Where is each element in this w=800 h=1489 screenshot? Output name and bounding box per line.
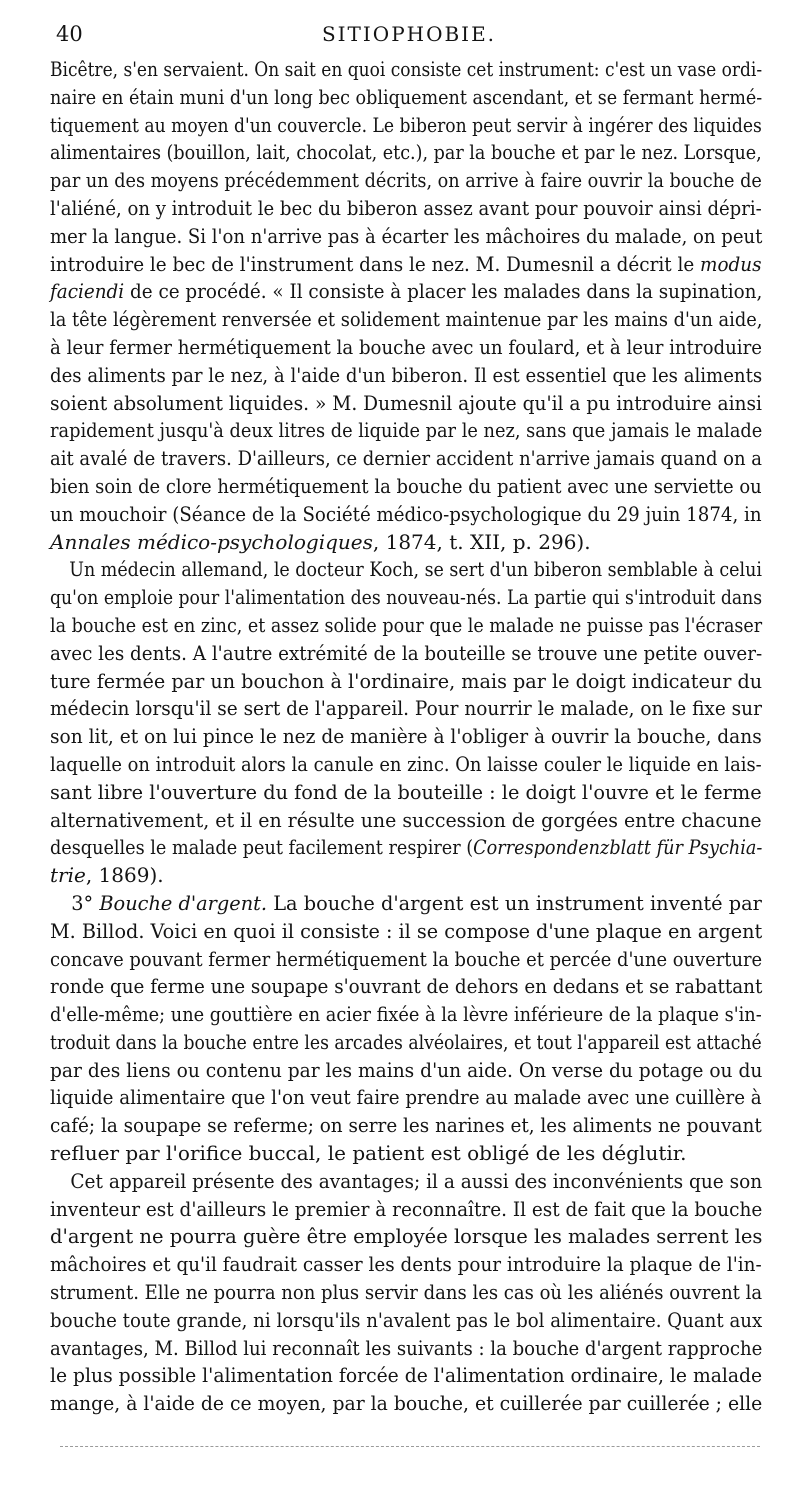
text-line: des aliments par le nez, à l'aide d'un biberon. Il est essentiel que les aliments bbox=[50, 362, 763, 387]
footer-rule bbox=[60, 1446, 760, 1447]
text-line: ronde que ferme une soupape s'ouvrant de dehors en dedans et se rabattant bbox=[50, 974, 763, 999]
running-title: SITIOPHOBIE. bbox=[321, 22, 497, 46]
text-line: Un médecin allemand, le docteur Koch, se sert d'un biberon semblable à celui bbox=[69, 557, 762, 582]
text-line: bien soin de clore hermétiquement la bouche du patient avec une serviette ou bbox=[50, 473, 762, 498]
text-line: café; la soupape se referme; on serre les narines et, les aliments ne pouvant bbox=[50, 1113, 762, 1138]
text-line: la tête légèrement renversée et solidement maintenue par les mains d'un aide, bbox=[50, 307, 763, 332]
text-line: qu'on emploie pour l'alimentation des nouveau-nés. La partie qui s'introduit dans bbox=[50, 585, 763, 610]
text-line: le plus possible l'alimentation forcée de l'alimentation ordinaire, le malade bbox=[50, 1363, 763, 1388]
text-line: 3° Bouche d'argent. La bouche d'argent est un instrument inventé par bbox=[71, 890, 762, 915]
text-line: d'argent ne pourra guère être employée lorsque les malades serrent les bbox=[50, 1224, 763, 1249]
text-line: naire en étain muni d'un long bec obliquement ascendant, et se fermant hermé- bbox=[50, 84, 763, 109]
text-line: inventeur est d'ailleurs le premier à reconnaître. Il est de fait que la bouche bbox=[50, 1196, 763, 1221]
text-line: alimentaires (bouillon, lait, chocolat, etc.), par la bouche et par le nez. Lorsque, bbox=[50, 140, 762, 165]
text-line: tiquement au moyen d'un couvercle. Le biberon peut servir à ingérer des liquides bbox=[50, 112, 762, 137]
text-line: Cet appareil présente des avantages; il a aussi des inconvénients que son bbox=[70, 1168, 763, 1193]
text-line: ait avalé de travers. D'ailleurs, ce dernier accident n'arrive jamais quand on a bbox=[50, 446, 763, 471]
text-line: médecin lorsqu'il se sert de l'appareil. Pour nourrir le malade, on le fixe sur bbox=[50, 696, 762, 721]
text-line: concave pouvant fermer hermétiquement la bouche et percée d'une ouverture bbox=[50, 946, 763, 971]
text-line: bouche toute grande, ni lorsqu'ils n'avalent pas le bol alimentaire. Quant aux bbox=[50, 1307, 763, 1332]
text-line: mange, à l'aide de ce moyen, par la bouche, et cuillerée par cuillerée ; elle bbox=[50, 1391, 763, 1416]
text-line: à leur fermer hermétiquement la bouche avec un foulard, et à leur introduire bbox=[50, 334, 763, 359]
text-line: son lit, et on lui pince le nez de manière à l'obliger à ouvrir la bouche, dans bbox=[50, 724, 762, 749]
text-line: sant libre l'ouverture du fond de la bouteille : le doigt l'ouvre et le ferme bbox=[50, 779, 762, 804]
text-line: mâchoires et qu'il faudrait casser les dents pour introduire la plaque de l'in- bbox=[50, 1252, 762, 1277]
text-line: desquelles le malade peut facilement respirer (Correspondenzblatt für Psychia- bbox=[50, 835, 763, 860]
text-line: Bicêtre, s'en servaient. On sait en quoi consiste cet instrument: c'est un vase ordi- bbox=[50, 57, 763, 81]
text-line: strument. Elle ne pourra non plus servir dans les cas où les aliénés ouvrent la bbox=[50, 1280, 763, 1305]
text-line: soient absolument liquides. » M. Dumesnil ajoute qu'il a pu introduire ainsi bbox=[50, 390, 763, 415]
text-line: ture fermée par un bouchon à l'ordinaire, mais par le doigt indicateur du bbox=[50, 668, 763, 693]
text-line: avantages, M. Billod lui reconnaît les suivants : la bouche d'argent rapproche bbox=[50, 1335, 763, 1360]
text-line: par des liens ou contenu par les mains d'un aide. On verse du potage ou du bbox=[50, 1057, 763, 1082]
text-line: troduit dans la bouche entre les arcades alvéolaires, et tout l'appareil est attaché bbox=[50, 1029, 762, 1054]
text-line: l'aliéné, on y introduit le bec du biberon assez avant pour pouvoir ainsi dépri- bbox=[50, 195, 762, 220]
text-line: la bouche est en zinc, et assez solide pour que le malade ne puisse pas l'écraser bbox=[50, 612, 763, 637]
text-line: trie, 1869). bbox=[50, 863, 164, 888]
text-line: refluer par l'orifice buccal, le patient est obligé de les déglutir. bbox=[50, 1141, 687, 1166]
text-line: liquide alimentaire que l'on veut faire prendre au malade avec une cuillère à bbox=[50, 1085, 762, 1110]
page-number: 40 bbox=[56, 22, 83, 46]
text-line: mer la langue. Si l'on n'arrive pas à écarter les mâchoires du malade, on peut bbox=[50, 223, 763, 248]
text-line: avec les dents. A l'autre extrémité de la bouteille se trouve une petite ouver- bbox=[50, 640, 763, 665]
text-line: d'elle-même; une gouttière en acier fixée à la lèvre inférieure de la plaque s'in- bbox=[50, 1002, 762, 1027]
text-line: rapidement jusqu'à deux litres de liquide par le nez, sans que jamais le malade bbox=[50, 418, 763, 443]
text-line: par un des moyens précédemment décrits, on arrive à faire ouvrir la bouche de bbox=[50, 168, 762, 193]
text-line: faciendi de ce procédé. « Il consiste à placer les malades dans la supination, bbox=[50, 279, 763, 304]
text-line: alternativement, et il en résulte une succession de gorgées entre chacune bbox=[50, 807, 762, 832]
text-line: M. Billod. Voici en quoi il consiste : il se compose d'une plaque en argent bbox=[50, 918, 763, 943]
text-line: introduire le bec de l'instrument dans le nez. M. Dumesnil a décrit le modus bbox=[50, 251, 762, 276]
text-line: laquelle on introduit alors la canule en zinc. On laisse couler le liquide en lais- bbox=[50, 751, 762, 776]
text-line: Annales médico-psychologiques, 1874, t. XII, p. 296). bbox=[50, 529, 591, 554]
body-text bbox=[50, 56, 762, 1418]
text-line: un mouchoir (Séance de la Société médico-psychologique du 29 juin 1874, in bbox=[50, 501, 762, 526]
page-header bbox=[56, 22, 762, 48]
